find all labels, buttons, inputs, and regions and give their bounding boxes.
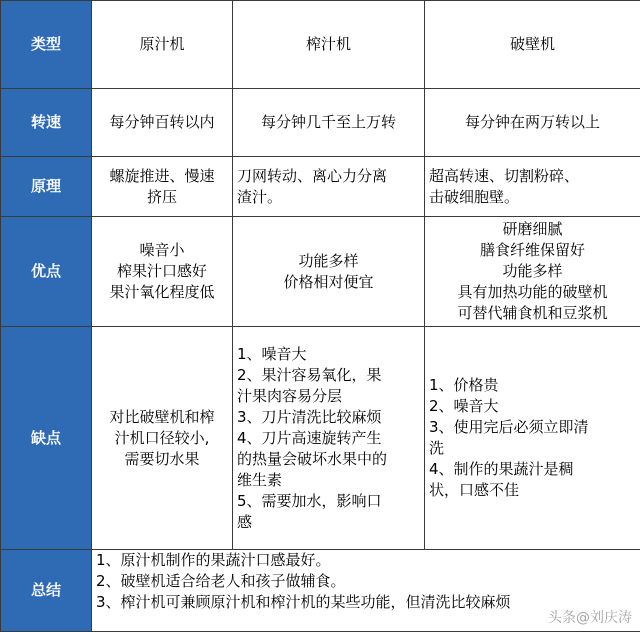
row-summary — [1, 550, 640, 632]
pros-blender-line: 价格相对便宜 — [237, 272, 420, 293]
cons-breaker-line: 2、噪音大 — [429, 396, 636, 417]
row-label-speed: 转速 — [1, 89, 92, 157]
summary-content — [96, 550, 636, 631]
summary-line: 1、原汁机制作的果蔬汁口感最好。 — [96, 550, 636, 571]
col-header-juicer: 原汁机 — [92, 1, 233, 89]
speed-juicer: 每分钟百转以内 — [92, 89, 233, 157]
pros-blender — [233, 217, 425, 327]
pros-breaker-line: 可替代辅食机和豆浆机 — [429, 303, 636, 324]
pros-juicer — [92, 217, 233, 327]
cons-juicer-line: 需要切水果 — [96, 449, 228, 470]
speed-blender: 每分钟几千至上万转 — [233, 89, 425, 157]
principle-breaker-line: 超高转速、切割粉碎、 — [429, 166, 636, 187]
pros-breaker-line: 具有加热功能的破壁机 — [429, 282, 636, 303]
principle-breaker — [425, 157, 640, 217]
speed-breaker: 每分钟在两万转以上 — [425, 89, 640, 157]
summary-line: 2、破壁机适合给老人和孩子做辅食。 — [96, 571, 636, 592]
cons-blender-line: 维生素 — [237, 470, 420, 491]
cons-breaker-line: 1、价格贵 — [429, 375, 636, 396]
pros-breaker-line: 功能多样 — [429, 261, 636, 282]
cons-juicer — [92, 327, 233, 550]
pros-breaker-line: 膳食纤维保留好 — [429, 240, 636, 261]
row-pros — [1, 217, 640, 327]
cons-juicer-line: 汁机口径较小, — [96, 428, 228, 449]
principle-blender — [233, 157, 425, 217]
cons-blender-line: 5、需要加水，影响口 — [237, 491, 420, 512]
pros-blender-line: 功能多样 — [237, 251, 420, 272]
pros-breaker-line: 研磨细腻 — [429, 219, 636, 240]
summary-cell — [92, 550, 640, 632]
cons-blender-line: 1、噪音大 — [237, 344, 420, 365]
watermark-text: 头条@刘庆涛 — [548, 608, 632, 629]
col-header-type: 类型 — [1, 1, 92, 89]
cons-breaker-line: 洗 — [429, 438, 636, 459]
cons-blender-line: 4、刀片高速旋转产生 — [237, 428, 420, 449]
pros-juicer-line: 榨果汁口感好 — [96, 261, 228, 282]
cons-blender — [233, 327, 425, 550]
row-cons — [1, 327, 640, 550]
col-header-breaker: 破壁机 — [425, 1, 640, 89]
row-label-pros: 优点 — [1, 217, 92, 327]
cons-blender-line: 汁果肉容易分层 — [237, 386, 420, 407]
cons-breaker-line: 4、制作的果蔬汁是稠 — [429, 459, 636, 480]
pros-juicer-line: 噪音小 — [96, 240, 228, 261]
principle-breaker-line: 击破细胞壁。 — [429, 187, 636, 208]
col-header-blender: 榨汁机 — [233, 1, 425, 89]
header-row — [1, 1, 640, 89]
principle-juicer-line: 挤压 — [96, 187, 228, 208]
row-speed — [1, 89, 640, 157]
principle-blender-line: 渣汁。 — [237, 187, 420, 208]
row-label-summary: 总结 — [1, 550, 92, 632]
cons-breaker — [425, 327, 640, 550]
summary-line: 3、榨汁机可兼顾原汁机和榨汁机的某些功能，但清洗比较麻烦 — [96, 592, 636, 613]
cons-blender-line: 3、刀片清洗比较麻烦 — [237, 407, 420, 428]
principle-juicer — [92, 157, 233, 217]
row-label-principle: 原理 — [1, 157, 92, 217]
principle-blender-line: 刀网转动、离心力分离 — [237, 166, 420, 187]
row-principle — [1, 157, 640, 217]
cons-juicer-line: 对比破壁机和榨 — [96, 407, 228, 428]
cons-breaker-line: 状，口感不佳 — [429, 480, 636, 501]
cons-blender-line: 2、果汁容易氧化，果 — [237, 365, 420, 386]
principle-juicer-line: 螺旋推进、慢速 — [96, 166, 228, 187]
cons-blender-line: 感 — [237, 512, 420, 533]
cons-breaker-line: 3、使用完后必须立即清 — [429, 417, 636, 438]
pros-breaker — [425, 217, 640, 327]
cons-blender-line: 的热量会破坏水果中的 — [237, 449, 420, 470]
row-label-cons: 缺点 — [1, 327, 92, 550]
pros-juicer-line: 果汁氧化程度低 — [96, 282, 228, 303]
